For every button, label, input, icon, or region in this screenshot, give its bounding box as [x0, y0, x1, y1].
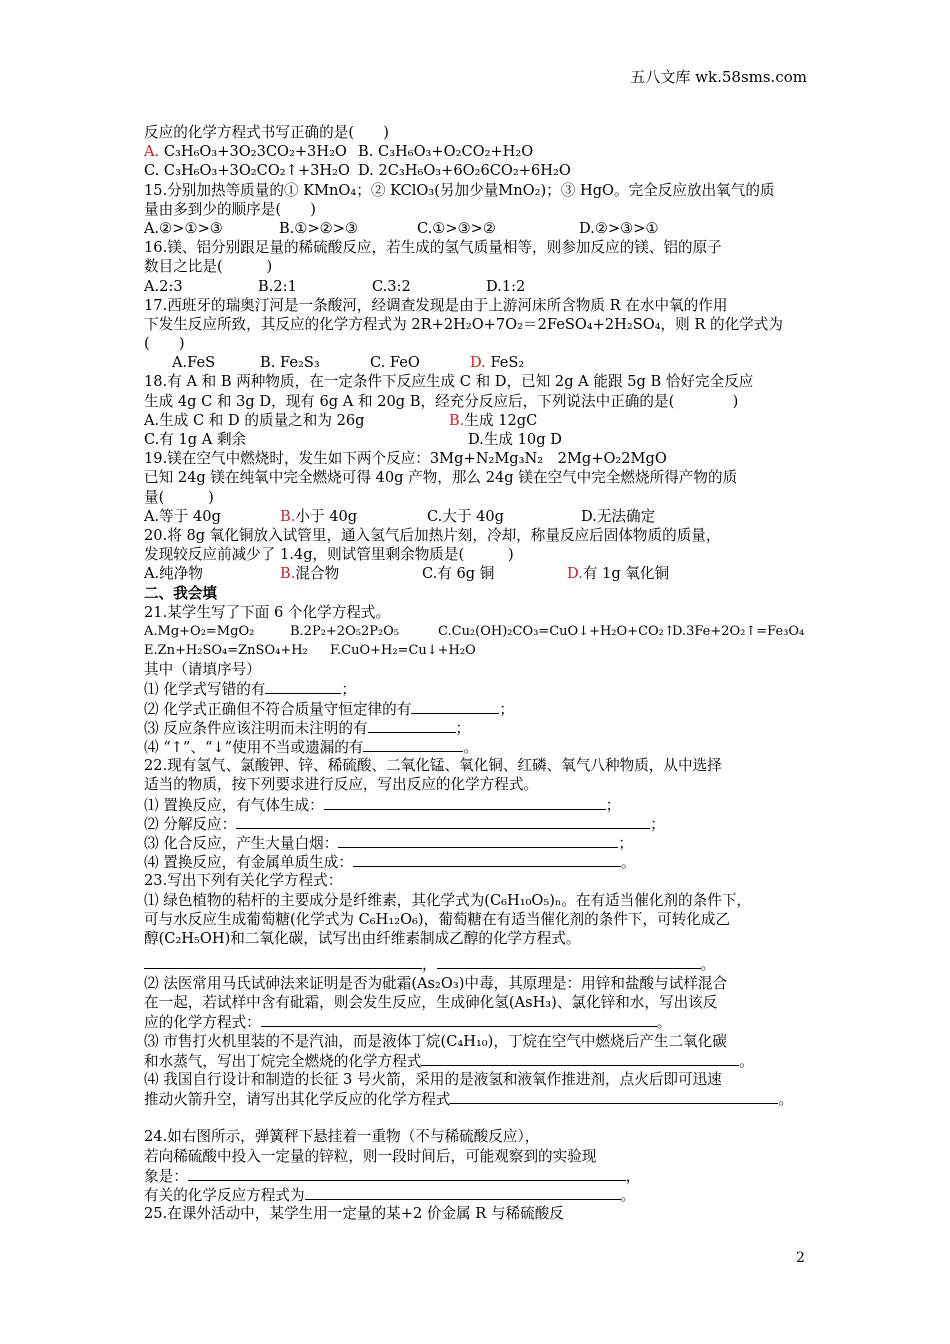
q23-p2-line2: 在一起，若试样中含有砒霜，则会发生反应，生成砷化氢(AsH₃)、氯化锌和水，写出该反 — [144, 994, 718, 1012]
q18-option-b — [449, 411, 537, 430]
q21-eq-c: C.Cu₂(OH)₂CO₃=CuO↓+H₂O+CO₂↑ — [438, 623, 675, 639]
q20-option-b — [280, 564, 422, 583]
q15-line2: 量由多到少的顺序是( ) — [144, 200, 316, 218]
q23-p1-mid: ， — [422, 956, 437, 974]
q21-eq-e: E.Zn+H₂SO₄=ZnSO₄+H₂ — [144, 643, 308, 659]
q21-sub3 — [144, 718, 824, 737]
q16-line2: 数目之比是( ) — [144, 258, 273, 276]
q23-p4-line1: ⑷ 我国自行设计和制造的长征 3 号火箭，采用的是液氢和液氧作推进剂，点火后即可迅速 — [144, 1071, 722, 1088]
q22-sub1-label: ⑴ 置换反应，有气体生成： — [144, 796, 324, 814]
q23-p2-end: 。 — [656, 1014, 672, 1032]
q22-sub2-blank[interactable] — [236, 814, 650, 829]
q22-sub4-label: ⑷ 置换反应，有金属单质生成： — [144, 854, 353, 872]
q14-option-d: D. 2C₃H₆O₃+6O₂6CO₂+6H₂O — [358, 162, 571, 180]
q22-sub3-label: ⑶ 化合反应，产生大量白烟： — [144, 834, 339, 852]
q22-sub3-end: ； — [618, 834, 633, 852]
q15-option-a: A.②>①>③ — [144, 219, 223, 237]
q22-sub1-end: ； — [605, 796, 621, 814]
q14-option-a — [144, 142, 358, 161]
q21-sub3-label: ⑶ 反应条件应该注明而未注明的有 — [144, 719, 368, 737]
q23-p1-blank2[interactable] — [437, 948, 701, 969]
q21-sub2 — [144, 699, 824, 718]
q20-option-d-text: 有 1g 氧化铜 — [582, 565, 670, 583]
q18-option-a: A.生成 C 和 D 的质量之和为 26g — [144, 411, 365, 429]
q18-option-b-text: 生成 12gC — [464, 411, 538, 429]
q18-options-row2 — [144, 430, 824, 449]
q18-options-row1 — [144, 411, 824, 430]
q22-sub2-end: ； — [650, 815, 665, 833]
q23-p4-label: 推动火箭升空，请写出其化学反应的化学方程式 — [144, 1091, 451, 1109]
q20-option-b-text: 混合物 — [295, 565, 340, 583]
q23-p3-end: 。 — [739, 1052, 754, 1070]
q21-eq-d: D.3Fe+2O₂↑=Fe₃O₄ — [672, 623, 805, 639]
q21-sub4-label: ⑷ “↑”、“↓”使用不当或遗漏的有 — [144, 739, 364, 756]
q21-sub3-end: ； — [455, 719, 471, 737]
q23-p1-line3: 醇(C₂H₅OH)和二氧化碳，试写出由纤维素制成乙醇的化学方程式。 — [144, 929, 581, 947]
page-number: 2 — [796, 1250, 805, 1266]
q21-sub1-blank[interactable] — [265, 679, 341, 694]
q24-line2: 若向稀硫酸中投入一定量的锌粒，则一段时间后，可能观察到的实验现 — [144, 1147, 597, 1165]
q20-option-d — [567, 564, 669, 583]
q21-equations-row2 — [144, 641, 824, 660]
q19-option-d: D.无法确定 — [581, 507, 656, 525]
q18-option-b-letter: B. — [449, 411, 465, 429]
q22-sub2 — [144, 814, 824, 833]
q23-p1-end: 。 — [700, 956, 716, 974]
q24-line4-label: 有关的化学反应方程式为 — [144, 1186, 305, 1204]
q14-options-row2 — [144, 161, 824, 180]
q24-line3-label: 象是： — [144, 1167, 188, 1185]
q23-p3-label: 和水蒸气，写出丁烷完全燃烧的化学方程式 — [144, 1052, 422, 1070]
q21-eq-b: B.2P₂+2O₅2P₂O₅ — [290, 623, 400, 639]
q17-option-c: C. FeO — [370, 354, 420, 372]
q17-line1: 17.西班牙的瑞奥汀河是一条酸河，经调查发现是由于上游河床所含物质 R 在水中氧的作用 — [144, 296, 728, 314]
q18-option-c: C.有 1g A 剩余 — [144, 431, 247, 448]
q21-sub4-blank[interactable] — [363, 737, 463, 752]
q17-option-a: A.FeS — [172, 354, 216, 372]
q23-p4-blank[interactable] — [450, 1089, 778, 1104]
q17-option-d-text: FeS₂ — [490, 354, 525, 372]
q22-sub3-blank[interactable] — [338, 833, 618, 848]
q21-sub4-end: 。 — [463, 739, 479, 756]
q21-sub1-end: ； — [341, 681, 356, 699]
q22-line2: 适当的物质，按下列要求进行反应，写出反应的化学方程式。 — [144, 776, 539, 794]
page-header: 五八文库 wk.58sms.com — [630, 68, 807, 86]
document-body — [144, 123, 824, 1223]
spacer — [144, 1108, 824, 1127]
q15-option-b: B.①>②>③ — [279, 219, 359, 237]
q21-sub2-blank[interactable] — [411, 699, 499, 714]
q23-p2-blank[interactable] — [261, 1012, 657, 1027]
q14-options-row1 — [144, 142, 824, 161]
q24-line3 — [144, 1166, 824, 1185]
q16-options — [144, 277, 824, 296]
q24-equation-blank[interactable] — [305, 1185, 621, 1200]
q16-line1: 16.镁、铝分别跟足量的稀硫酸反应，若生成的氢气质量相等，则参加反应的镁、铝的原子 — [144, 239, 722, 257]
q25-line1: 25.在课外活动中，某学生用一定量的某+2 价金属 R 与稀硫酸反 — [144, 1205, 564, 1223]
q16-option-c: C.3:2 — [372, 277, 411, 295]
q20-option-d-letter: D. — [567, 565, 583, 583]
q19-line3: 量( ) — [144, 488, 214, 506]
q21-sub2-end: ； — [499, 700, 514, 718]
q22-line1: 22.现有氢气、氯酸钾、锌、稀硫酸、二氧化锰、氧化铜、红磷、氧气八种物质，从中选择 — [144, 757, 722, 775]
q23-p3-line1: ⑶ 市售打火机里装的不是汽油，而是液体丁烷(C₄H₁₀)，丁烷在空气中燃烧后产生二氧化碳 — [144, 1032, 727, 1050]
q20-line2: 发现较反应前减少了 1.4g，则试管里剩余物质是( ) — [144, 546, 514, 564]
q16-option-a: A.2:3 — [144, 277, 183, 295]
q22-sub4-blank[interactable] — [353, 852, 621, 867]
q24-line3-end: ， — [625, 1167, 641, 1185]
q15-option-d: D.②>③>① — [579, 219, 659, 237]
q16-option-d: D.1:2 — [486, 277, 526, 295]
q24-line4 — [144, 1185, 824, 1204]
q23-p3-blank[interactable] — [421, 1051, 739, 1066]
q17-option-b: B. Fe₂S₃ — [260, 354, 320, 372]
q19-option-b — [280, 507, 427, 526]
q23-p4-end: 。 — [778, 1091, 794, 1109]
q18-line1: 18.有 A 和 B 两种物质，在一定条件下反应生成 C 和 D，已知 2g A 能跟 5g B 恰好完全反应 — [144, 373, 754, 391]
q23-line1: 23.写出下列有关化学方程式： — [144, 872, 343, 890]
q23-p4-line2 — [144, 1089, 824, 1108]
q22-sub4 — [144, 852, 824, 871]
q22-sub1 — [144, 795, 824, 814]
q21-equations-row1 — [144, 622, 824, 641]
q19-option-b-letter: B. — [280, 507, 296, 525]
section2-title: 二、我会填 — [144, 584, 217, 602]
q24-line4-end: 。 — [620, 1186, 636, 1204]
q24-observation-blank[interactable] — [188, 1166, 626, 1181]
q21-sub3-blank[interactable] — [368, 718, 456, 733]
q21-line1: 21.某学生写了下面 6 个化学方程式。 — [144, 603, 391, 621]
q15-option-c: C.①>③>② — [417, 219, 496, 237]
q16-option-b: B.2:1 — [258, 277, 297, 295]
q23-p1-answer — [144, 948, 824, 974]
q19-option-b-text: 小于 40g — [295, 507, 358, 525]
q17-option-d — [470, 353, 524, 372]
q21-sub1-label: ⑴ 化学式写错的有 — [144, 681, 266, 699]
q22-sub3 — [144, 833, 824, 852]
q23-p1-line1: ⑴ 绿色植物的秸杆的主要成分是纤维素，其化学式为(C₆H₁₀O₅)ₙ。在有适当催化剂的条件下， — [144, 891, 751, 909]
q19-option-c: C.大于 40g — [427, 507, 505, 525]
q24-line1: 24.如右图所示，弹簧秤下悬挂着一重物（不与稀硫酸反应）， — [144, 1128, 540, 1146]
q23-p3-line2 — [144, 1051, 824, 1070]
q21-eq-a: A.Mg+O₂=MgO₂ — [144, 623, 255, 639]
q21-eq-f: F.CuO+H₂=Cu↓+H₂O — [330, 643, 476, 659]
q19-options — [144, 507, 824, 526]
q14-stem: 反应的化学方程式书写正确的是( ) — [144, 124, 389, 141]
q20-options — [144, 564, 824, 583]
q21-sub4 — [144, 737, 824, 756]
q23-p2-label: 应的化学方程式： — [144, 1014, 261, 1032]
q19-line2: 已知 24g 镁在纯氧中完全燃烧可得 40g 产物，那么 24g 镁在空气中完全燃烧所得产物的质 — [144, 469, 738, 487]
q23-p1-line2: 可与水反应生成葡萄糖(化学式为 C₆H₁₂O₆)，葡萄糖在有适当催化剂的条件下，可转化成乙 — [144, 910, 731, 928]
q14-option-b: B. C₃H₆O₃+O₂CO₂+H₂O — [358, 143, 534, 161]
q17-options — [144, 353, 824, 372]
q20-option-c: C.有 6g 铜 — [422, 565, 495, 583]
q21-intro: 其中（请填序号） — [144, 661, 261, 679]
q23-p2-line1: ⑵ 法医常用马氏试砷法来证明是否为砒霜(As₂O₃)中毒，其原理是：用锌和盐酸与试样混合 — [144, 975, 728, 993]
q17-line2: 下发生反应所致，其反应的化学方程式为 2R+2H₂O+7O₂＝2FeSO₄+2H₂SO₄，则 R 的化学式为 — [144, 315, 783, 333]
q17-option-d-letter: D. — [470, 354, 486, 372]
q19-option-a: A.等于 40g — [144, 507, 221, 525]
q14-option-a-letter: A. — [144, 143, 160, 161]
q21-sub2-label: ⑵ 化学式正确但不符合质量守恒定律的有 — [144, 700, 412, 718]
q19-line1: 19.镁在空气中燃烧时，发生如下两个反应：3Mg+N₂Mg₃N₂ 2Mg+O₂2MgO — [144, 450, 667, 468]
q20-option-b-letter: B. — [280, 565, 296, 583]
q14-option-a-text: C₃H₆O₃+3O₂3CO₂+3H₂O — [163, 143, 347, 161]
q18-option-d: D.生成 10g D — [468, 431, 562, 448]
q23-p2-line3 — [144, 1012, 824, 1031]
q22-sub1-blank[interactable] — [324, 795, 606, 810]
q22-sub2-label: ⑵ 分解反应： — [144, 815, 237, 833]
q22-sub4-end: 。 — [620, 854, 636, 872]
q20-line1: 20.将 8g 氧化铜放入试管里，通入氢气后加热片刻，冷却，称量反应后固体物质的质量， — [144, 526, 721, 544]
q23-p1-blank1[interactable] — [144, 948, 422, 969]
q15-line1: 15.分别加热等质量的① KMnO₄；② KClO₃(另加少量MnO₂)；③ HgO。完全反应放出氧气的质 — [144, 181, 775, 199]
q20-option-a: A.纯净物 — [144, 565, 203, 583]
q14-option-c: C. C₃H₆O₃+3O₂CO₂↑+3H₂O — [144, 162, 350, 180]
q15-options — [144, 219, 824, 238]
q21-sub1 — [144, 679, 824, 698]
q18-line2: 生成 4g C 和 3g D，现有 6g A 和 20g B，经充分反应后，下列说法中正确的是( ) — [144, 392, 739, 410]
q17-line3: ( ) — [144, 335, 185, 353]
